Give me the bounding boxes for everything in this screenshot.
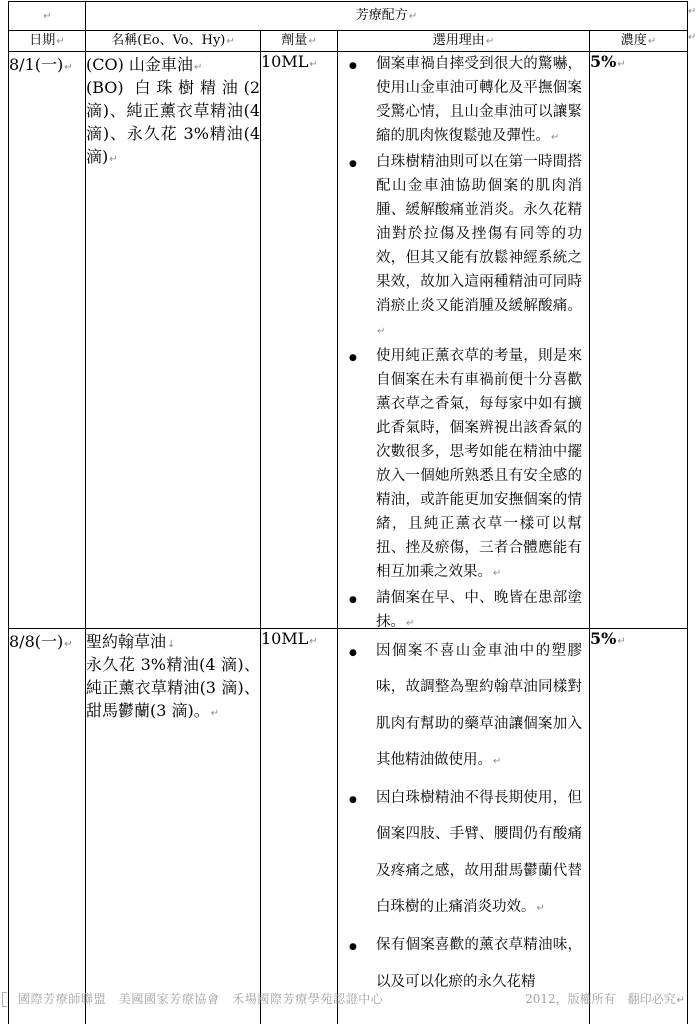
table-title-cell	[85, 1, 688, 30]
paragraph-mark: ↵	[226, 36, 235, 47]
paragraph-mark: ↵	[406, 618, 415, 628]
ingredient-line	[86, 75, 260, 167]
paragraph-mark: ↵	[309, 59, 318, 70]
dose-cell	[260, 628, 337, 1024]
footer-copyright: 2012，版權所有 翻印必究	[525, 992, 676, 1006]
date-cell	[8, 628, 85, 1024]
footer-bracket	[2, 992, 7, 1007]
paragraph-mark: ↵	[551, 132, 560, 143]
concentration-text: 5%	[590, 629, 617, 648]
bullet-icon	[349, 780, 357, 818]
paragraph-mark: ↵	[647, 36, 657, 47]
paragraph-mark: ↵	[56, 36, 65, 47]
paragraph-mark: ↵	[64, 62, 73, 73]
paragraph-mark: ↵	[308, 36, 317, 47]
column-header-dose	[260, 30, 337, 51]
ingredient-text: 聖約翰草油	[86, 632, 167, 651]
paragraph-mark: ↵	[377, 326, 386, 337]
paragraph-mark: ↵	[617, 636, 626, 647]
dose-cell	[260, 51, 337, 628]
line-break-mark: ↓	[167, 639, 176, 650]
reason-text: 個案車禍自摔受到很大的驚嚇，使用山金車油可轉化及平撫個案受驚心情，且山金車油可以讓緊縮的肌肉恢復鬆弛及彈性。	[376, 56, 582, 144]
dose-text: 10ML	[261, 629, 309, 648]
reason-item	[338, 52, 589, 150]
ingredient-text: 永久花 3%精油(4 滴)、純正薰衣草精油(3 滴)、甜馬鬱蘭(3 滴)。	[86, 655, 260, 720]
reason-list	[338, 629, 589, 1000]
bullet-icon	[349, 150, 357, 176]
date-text: 8/8(一)	[9, 632, 64, 651]
reason-cell	[337, 628, 589, 1024]
concentration-cell	[589, 51, 688, 628]
column-header-concentration	[589, 30, 688, 51]
paragraph-mark: ↵	[43, 11, 52, 22]
paragraph-mark: ↵	[309, 636, 318, 647]
reason-text: 使用純正薰衣草的考量，則是來自個案在未有車禍前便十分喜歡薰衣草之香氣，每每家中如有擴此香氣時，個案辨視出該香氣的次數很多，思考如能在精油中擺放入一個她所熟悉且有安全感的精油，或許能更加安撫個案的情緒，且純正薰衣草一樣可以幫扭、挫及瘀傷，三者合體應能有相互加乘之效果。	[376, 348, 582, 580]
bullet-icon	[349, 927, 357, 965]
paragraph-mark: ↵	[210, 708, 220, 719]
paragraph-mark: ↵	[193, 62, 203, 73]
reason-item	[338, 633, 589, 780]
row-end-mark: ↵	[688, 6, 697, 17]
reason-cell	[337, 51, 589, 628]
footer-copyright-wrap	[525, 990, 685, 1010]
reason-text: 白珠樹精油則可以在第一時間搭配山金車油協助個案的肌肉消腫、緩解酸痛並消炎。永久花精油對於拉傷及挫傷有同等的功效，但其又能有放鬆神經系統之果效，故加入這兩種精油可同時消瘀止炎又能消腫及緩解酸痛。	[376, 154, 582, 314]
ingredient-line	[86, 52, 260, 75]
reason-text: 因白珠樹精油不得長期使用，但個案四肢、手臂、腰間仍有酸痛及疼痛之感，故用甜馬鬱蘭代替白珠樹的止痛消炎功效。	[376, 790, 582, 916]
ingredient-text: (CO) 山金車油	[86, 55, 193, 74]
ingredient-line	[86, 629, 260, 652]
column-header-reason	[337, 30, 589, 51]
bullet-icon	[349, 586, 357, 612]
ingredient-cell	[85, 628, 260, 1024]
ingredient-text: (BO) 白珠樹精油(2 滴)、純正薰衣草精油(4 滴)、永久花 3%精油(4 滴)	[86, 78, 260, 166]
column-header-label: 名稱(Eo、Vo、Hy)	[111, 33, 226, 48]
paragraph-mark: ↵	[493, 755, 502, 767]
paragraph-mark: ↵	[536, 903, 545, 915]
column-header-label: 劑量	[281, 33, 308, 48]
bullet-icon	[349, 344, 357, 370]
column-header-date	[8, 30, 85, 51]
reason-item	[338, 780, 589, 927]
reason-item	[338, 344, 589, 586]
reason-item	[338, 150, 589, 344]
ingredient-line	[86, 652, 260, 721]
paragraph-mark: ↵	[109, 154, 118, 165]
date-cell	[8, 51, 85, 628]
paragraph-mark: ↵	[64, 639, 73, 650]
reason-text: 保有個案喜歡的薰衣草精油味，以及可以化瘀的永久花精	[376, 937, 582, 990]
paragraph-mark: ↵	[408, 11, 418, 22]
date-text: 8/1(一)	[9, 55, 64, 74]
column-header-label: 日期	[29, 33, 56, 48]
table-title: 芳療配方	[355, 8, 408, 23]
ingredient-cell	[85, 51, 260, 628]
concentration-cell	[589, 628, 688, 1024]
paragraph-mark: ↵	[485, 36, 495, 47]
footer-organizations: 國際芳療師聯盟 美國國家芳療協會 禾場國際芳療學苑認證中心	[18, 992, 384, 1006]
bullet-icon	[349, 52, 357, 78]
paragraph-mark: ↵	[676, 995, 685, 1006]
reason-text: 請個案在早、中、晚皆在患部塗抹。	[376, 590, 582, 628]
dose-text: 10ML	[261, 52, 309, 71]
column-header-label: 選用理由	[432, 33, 485, 48]
reason-item	[338, 586, 589, 628]
table-title-wrap	[86, 2, 687, 30]
header-corner-cell	[8, 1, 85, 30]
reason-list	[338, 52, 589, 628]
paragraph-mark: ↵	[617, 59, 626, 70]
paragraph-mark: ↵	[493, 568, 502, 579]
bullet-icon	[349, 633, 357, 671]
reason-text: 因個案不喜山金車油中的塑膠味，故調整為聖約翰草油同樣對肌肉有幫助的藥草油讓個案加入其他精油做使用。	[376, 643, 582, 768]
concentration-text: 5%	[590, 52, 617, 71]
column-header-label: 濃度	[620, 33, 647, 48]
column-header-name	[85, 30, 260, 51]
row-end-mark: ↵	[688, 32, 697, 43]
